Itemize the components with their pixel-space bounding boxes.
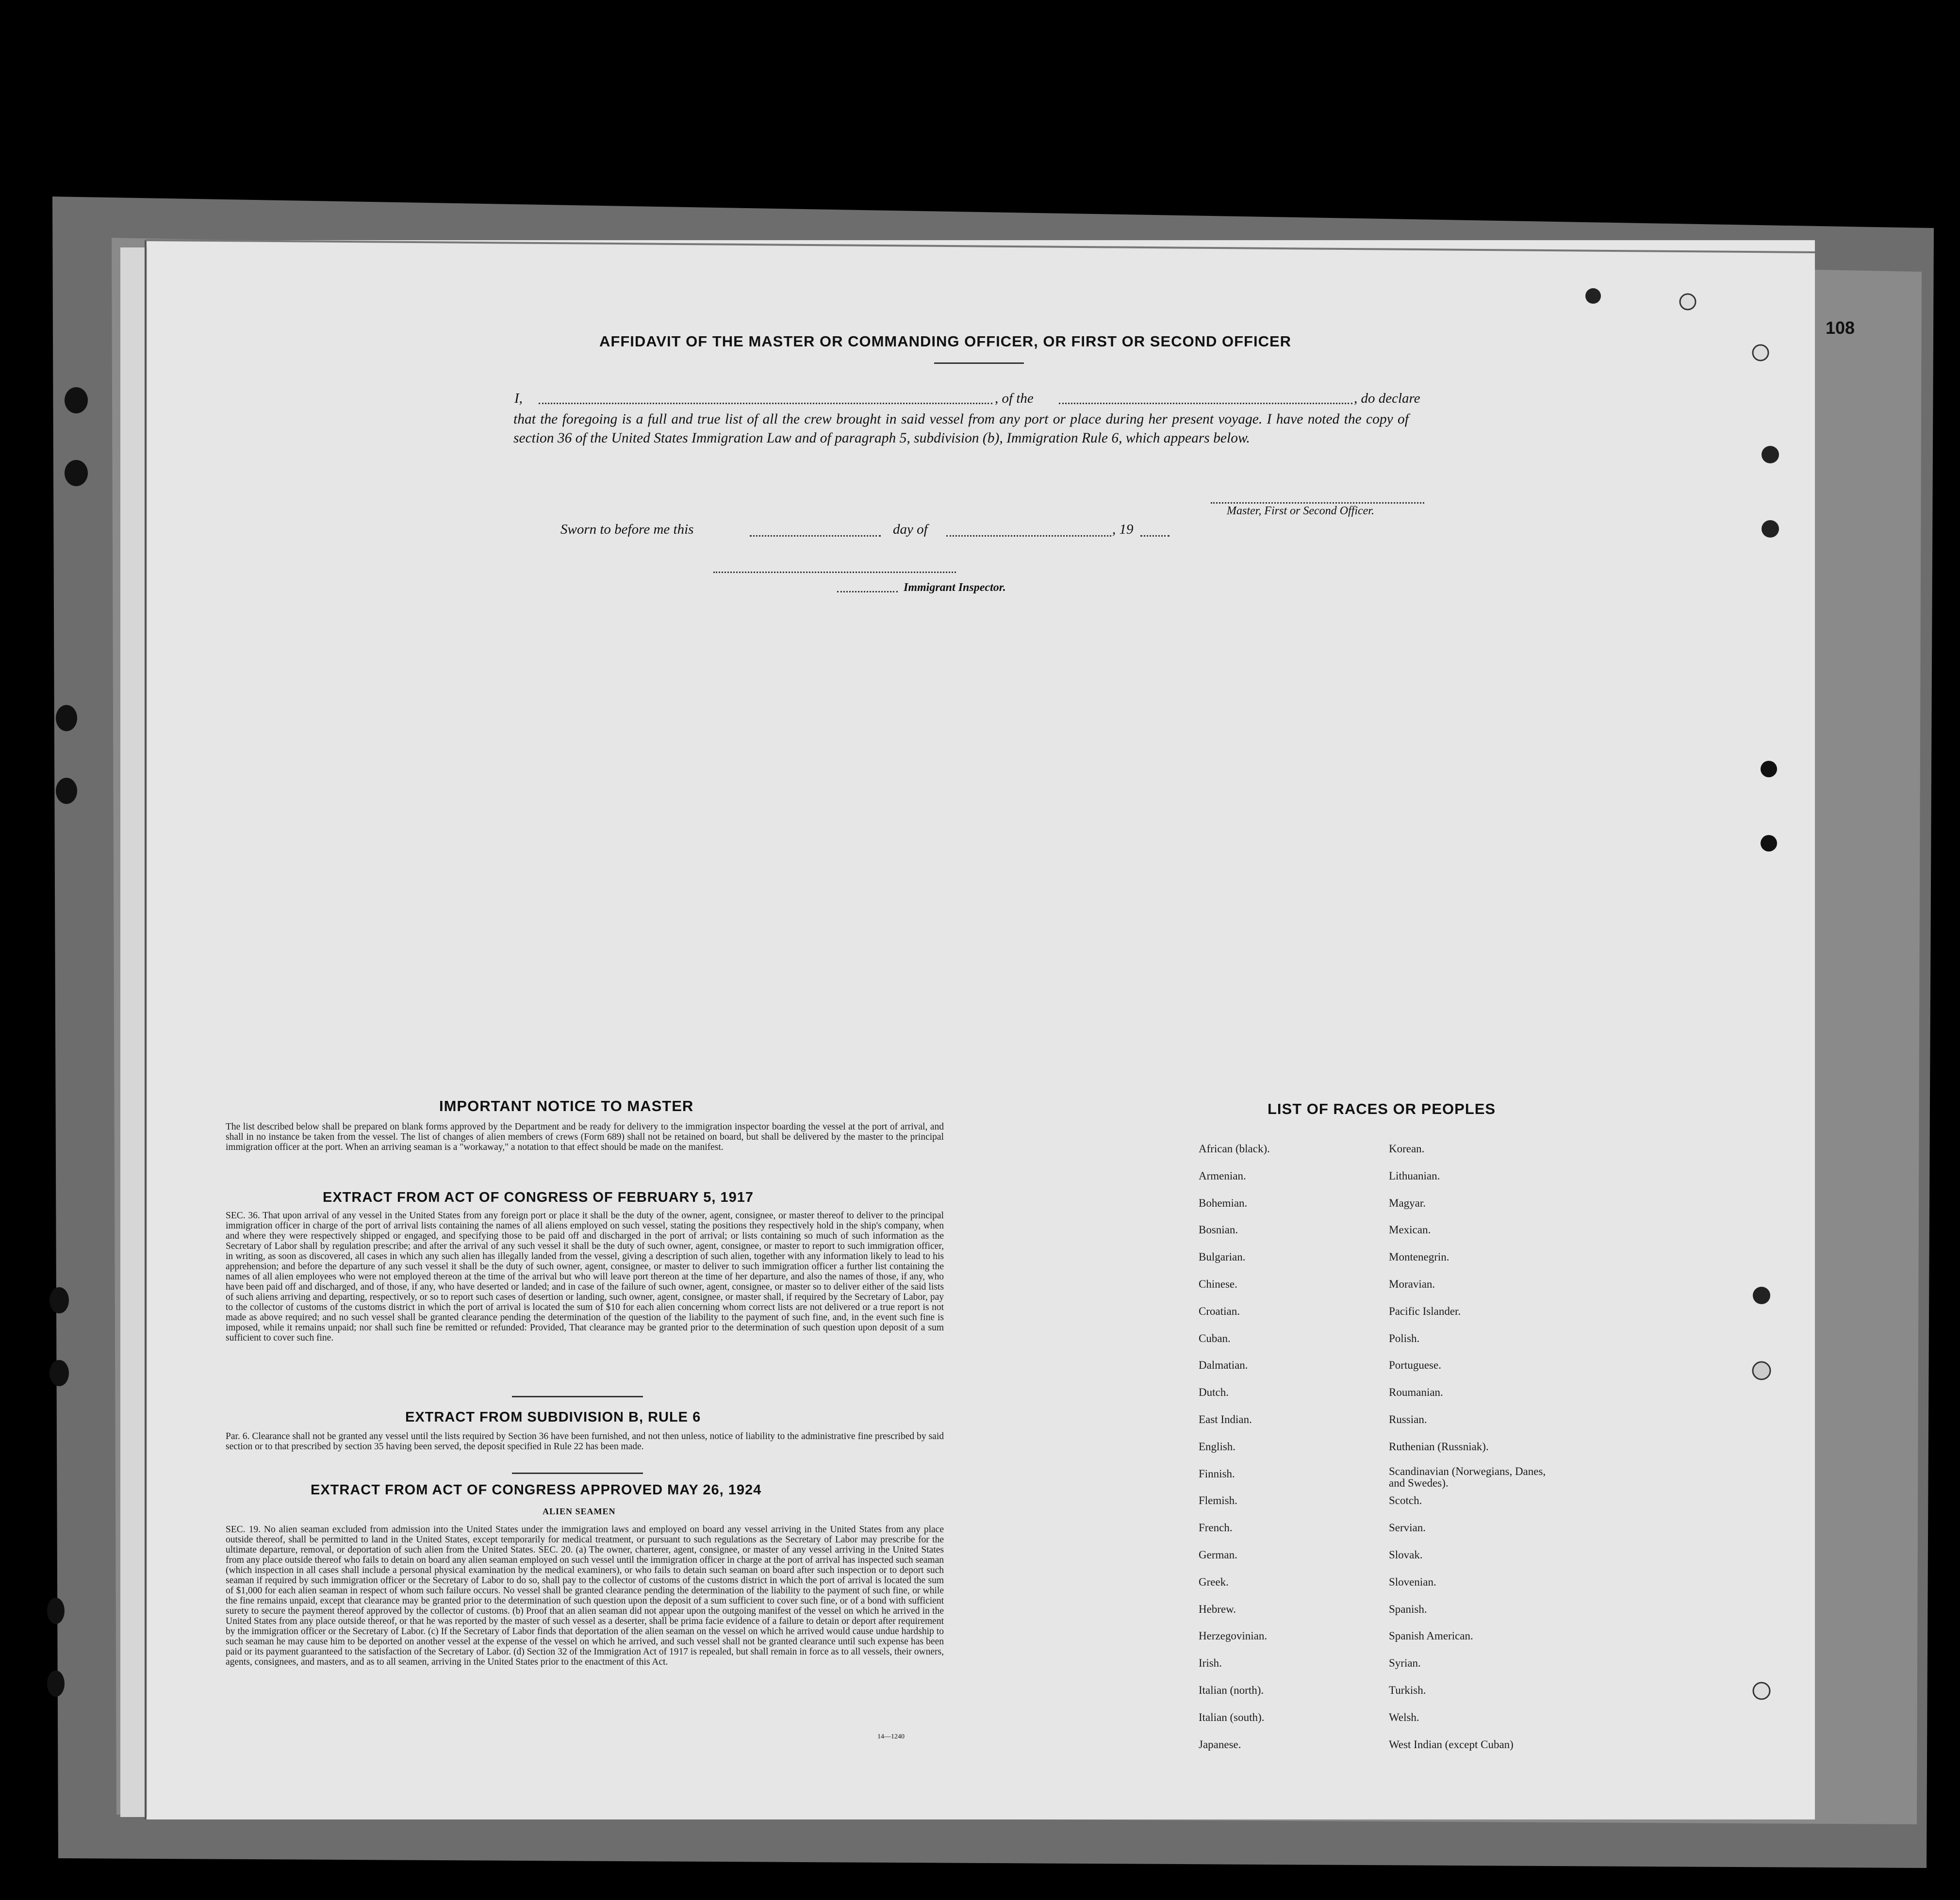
race-entry: German. xyxy=(1199,1549,1237,1561)
sworn-label: Sworn to before me this xyxy=(560,522,694,537)
extract-1924-text: SEC. 19. No alien seaman excluded from admission into the United States under the immigration laws and employed on board any vessel arriving in the United States from any place outside thereof, shall be permitted to land in the United States, except temporarily for medical treatment, or pursuant to such regulations as the Secretary of Labor may prescribe for the ultimate departure, removal, or deportation of such alien from the United States. SEC. 20. (a) The owner, charterer, agent, consignee, or master of any vessel arriving in the United States from any place outside thereof who fails to detain on board any alien seaman employed on such vessel until the immigration officer in charge at the port of arrival has inspected such seaman (which inspection in all cases shall include a personal physical examination by the medical examiners), or who fails to detain such seaman on board after such inspection or to deport such seaman if required by such immigration officer or the Secretary of Labor to do so, shall pay to the collector of customs of the customs district in which the port of arrival is located the sum of $1,000 for each alien seaman in respect of whom such failure occurs. No vessel shall be granted clearance pending the determination of the liability to the payment of such fine, or while the fine remains unpaid, except that clearance may be granted prior to the determination of such question upon the deposit of a sum sufficient to cover such fine, or of a bond with sufficient surety to secure the payment thereof approved by the collector of customs. (b) Proof that an alien seaman did not appear upon the outgoing manifest of the vessel on which he arrived in the United States from any place outside thereof, or that he was reported by the master of such vessel as a deserter, shall be prima facie evidence of a failure to detain or deport after requirement by the immigration officer or the Secretary of Labor. (c) If the Secretary of Labor finds that deportation of the alien seaman on the vessel on which he arrived would cause undue hardship to such seaman he may cause him to be deported on another vessel at the expense of the vessel on which he arrived, and such vessel shall not be granted clearance until such expense has been paid or its payment guaranteed to the satisfaction of the Secretary of Labor. (d) Section 32 of the Immigration Act of 1917 is repealed, but shall remain in force as to all vessels, their owners, agents, consignees, and masters, and as to all seamen, arriving in the United States prior to the enactment of this Act. xyxy=(226,1524,944,1667)
race-entry: Finnish. xyxy=(1199,1467,1235,1480)
race-entry: Slovenian. xyxy=(1389,1575,1436,1588)
vessel-name-field[interactable] xyxy=(1059,403,1352,404)
race-entry: Bohemian. xyxy=(1199,1196,1248,1209)
race-entry: East Indian. xyxy=(1199,1413,1252,1425)
race-entry: Cuban. xyxy=(1199,1332,1231,1344)
race-entry: Scotch. xyxy=(1389,1494,1422,1507)
declare-label: , do declare xyxy=(1354,391,1420,406)
officer-signature-caption: Master, First or Second Officer. xyxy=(1227,505,1374,517)
race-entry: Dutch. xyxy=(1199,1386,1229,1399)
race-entry: Bosnian. xyxy=(1199,1224,1238,1236)
extract-rule6-text: Par. 6. Clearance shall not be granted any vessel until the lists required by Section 36 have been furnished, and not then unless, notice of liability to the administrative fine prescribed by said section or to that prescribed by section 35 having been served, the deposit specified in Rule 22 has been made. xyxy=(226,1431,944,1452)
extract-rule6-title: EXTRACT FROM SUBDIVISION B, RULE 6 xyxy=(405,1409,701,1425)
race-entry: Croatian. xyxy=(1199,1305,1240,1317)
race-entry: Irish. xyxy=(1199,1657,1222,1670)
race-entry: Spanish American. xyxy=(1389,1630,1473,1642)
inspector-caption: Immigrant Inspector. xyxy=(904,581,1006,594)
race-entry: Italian (south). xyxy=(1199,1711,1265,1723)
sworn-year-label: , 19 xyxy=(1112,522,1134,537)
races-title: LIST OF RACES OR PEOPLES xyxy=(1268,1100,1496,1117)
form-number: 14—1240 xyxy=(877,1733,905,1740)
inspector-signature-field[interactable] xyxy=(713,572,956,573)
sworn-day-field[interactable] xyxy=(750,535,881,537)
affidavit-title: AFFIDAVIT OF THE MASTER OR COMMANDING OFFICER, OR FIRST OR SECOND OFFICER xyxy=(599,333,1292,350)
race-entry: Portuguese. xyxy=(1389,1359,1441,1372)
race-entry: Moravian. xyxy=(1389,1278,1435,1290)
declarant-label: I, xyxy=(514,391,523,406)
rule-2 xyxy=(512,1473,643,1474)
race-entry: Pacific Islander. xyxy=(1389,1305,1461,1317)
notice-title: IMPORTANT NOTICE TO MASTER xyxy=(439,1097,694,1114)
sworn-month-field[interactable] xyxy=(946,535,1111,537)
vessel-label: , of the xyxy=(995,391,1034,406)
race-entry: Welsh. xyxy=(1389,1711,1419,1723)
extract-1924-title: EXTRACT FROM ACT OF CONGRESS APPROVED MAY 26, 1924 xyxy=(311,1482,762,1498)
race-entry: English. xyxy=(1199,1440,1236,1453)
race-entry: Herzegovinian. xyxy=(1199,1630,1268,1642)
race-entry: Mexican. xyxy=(1389,1224,1431,1236)
race-entry: Japanese. xyxy=(1199,1738,1241,1751)
race-entry: African (black). xyxy=(1199,1143,1270,1155)
affidavit-title-rule xyxy=(934,362,1024,364)
race-entry: Turkish. xyxy=(1389,1684,1426,1696)
race-entry: Slovak. xyxy=(1389,1549,1423,1561)
race-entry: Magyar. xyxy=(1389,1196,1426,1209)
race-entry: Scandinavian (Norwegians, Danes, and Swedes). xyxy=(1389,1465,1546,1489)
race-entry: West Indian (except Cuban) xyxy=(1389,1738,1514,1751)
declarant-name-field[interactable] xyxy=(539,403,992,404)
extract-1917-text: SEC. 36. That upon arrival of any vessel in the United States from any foreign port or place it shall be the duty of the owner, agent, consignee, or master thereof to deliver to the principal immigration officer in charge of the port of arrival lists containing the names of all aliens employed on such vessel, stating the positions they respectively hold in the ship's company, when and where they were respectively shipped or engaged, and specifying those to be paid off and discharged in the port of arrival; or lists containing so much of such information as the Secretary of Labor shall by regulation prescribe; and after the arrival of any such vessel it shall be the duty of such owner, agent, consignee, or master to report to such immigration officer, in writing, as soon as discovered, all cases in which any such alien has illegally landed from the vessel, giving a description of such alien, together with any information likely to lead to his apprehension; and before the departure of any such vessel it shall be the duty of such owner, agent, consignee, or master to deliver to such immigration officer a further list containing the names of all alien employees who were not employed thereon at the time of the arrival but who will leave port thereon at the time of her departure, and also the names of those, if any, who have been paid off and discharged, and of those, if any, who have deserted or landed; and in case of the failure of such owner, agent, consignee, or master so to deliver either of the said lists of such aliens arriving and departing, respectively, or so to report such cases of desertion or landing, such owner, agent, consignee, or master shall, if required by the Secretary of Labor, pay to the collector of customs of the customs district in which the port of arrival is located the sum of $10 for each alien concerning whom correct lists are not delivered or a true report is not made as above required; and no such vessel shall be granted clearance pending the determination of the question of the liability to the payment of such fine, and, in the event such fine is imposed, while it remains unpaid; nor shall such fine be remitted or refunded: Provided, That clearance may be granted prior to the determination of such question upon deposit of a sum sufficient to cover such fine. xyxy=(226,1211,944,1343)
notice-text: The list described below shall be prepared on blank forms approved by the Department and be ready for delivery to the immigration inspector boarding the vessel at the port of arrival, and shall in no instance be taken from the vessel. The list of changes of alien members of crews (Form 689) shall not be retained on board, but shall be delivered by the master to the principal immigration officer at the port. When an arriving seaman is a "workaway," a notation to that effect should be made on the manifest. xyxy=(226,1122,944,1152)
race-entry: Korean. xyxy=(1389,1143,1425,1155)
race-entry: Chinese. xyxy=(1199,1278,1237,1290)
race-entry: Bulgarian. xyxy=(1199,1251,1246,1263)
race-entry: French. xyxy=(1199,1522,1233,1534)
affidavit-body: that the foregoing is a full and true list of all the crew brought in said vessel from any port or place during her present voyage. I have noted the copy of section 36 of the United States Immigration Law and of paragraph 5, subdivision (b), Immigration Rule 6, which appears below. xyxy=(513,411,1409,446)
race-entry: Servian. xyxy=(1389,1522,1426,1534)
race-entry: Italian (north). xyxy=(1199,1684,1264,1696)
race-entry: Syrian. xyxy=(1389,1657,1421,1670)
inspector-signature-field-2[interactable] xyxy=(837,591,898,592)
race-entry: Russian. xyxy=(1389,1413,1427,1425)
race-entry: Armenian. xyxy=(1199,1169,1246,1182)
race-entry: Montenegrin. xyxy=(1389,1251,1449,1263)
page-number: 108 xyxy=(1826,318,1855,338)
race-entry: Greek. xyxy=(1199,1575,1229,1588)
race-entry: Polish. xyxy=(1389,1332,1420,1344)
race-entry: Hebrew. xyxy=(1199,1603,1236,1615)
race-entry: Lithuanian. xyxy=(1389,1169,1440,1182)
rule-1 xyxy=(512,1396,643,1397)
extract-1924-subtitle: ALIEN SEAMEN xyxy=(543,1507,616,1516)
sworn-year-field[interactable] xyxy=(1140,535,1169,537)
race-entry: Ruthenian (Russniak). xyxy=(1389,1440,1489,1453)
extract-1917-title: EXTRACT FROM ACT OF CONGRESS OF FEBRUARY 5, 1917 xyxy=(323,1190,754,1205)
race-entry: Flemish. xyxy=(1199,1494,1237,1507)
race-entry: Dalmatian. xyxy=(1199,1359,1248,1372)
officer-signature-field[interactable] xyxy=(1211,502,1424,504)
race-entry: Spanish. xyxy=(1389,1603,1427,1615)
race-entry: Roumanian. xyxy=(1389,1386,1443,1399)
sworn-day-label: day of xyxy=(893,522,928,537)
